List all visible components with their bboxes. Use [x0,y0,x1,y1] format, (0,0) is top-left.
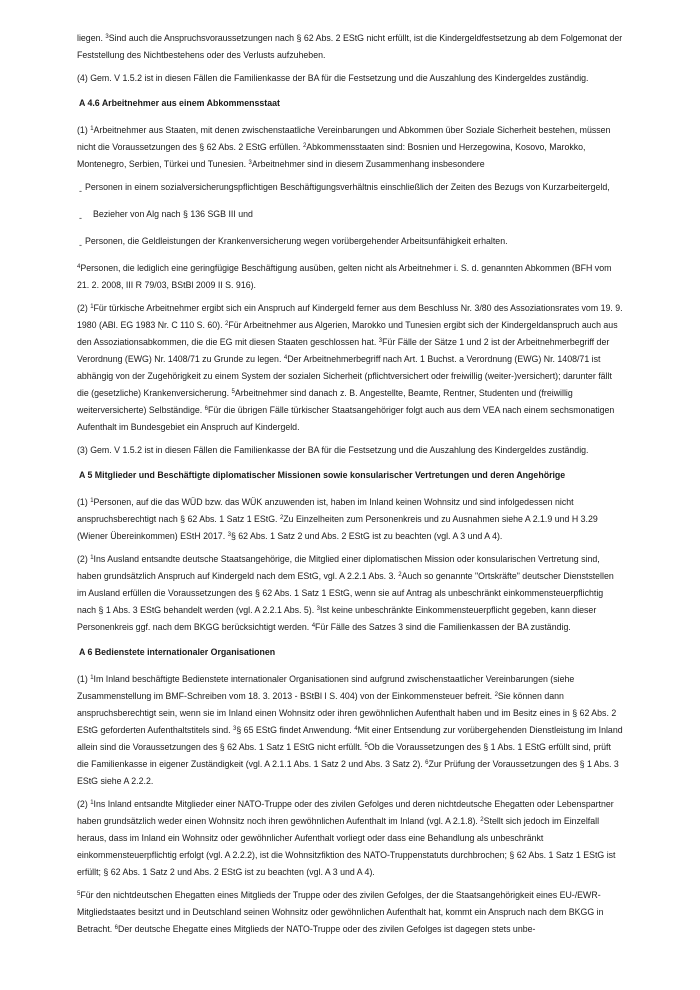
paragraph: (2) $^1$Ins Ausland entsandte deutsche Staatsangehörige, die Mitglied einer diplomatischen Mission oder konsularischen Vertretung sind, haben grundsätzlich Anspruch auf Kindergeld nach dem EStG, vgl. A 2.2.1 Abs. 3. $^2$Auch so genannte "Ortskräfte" deutscher Dienststellen im Ausland erfüllen die Voraussetzungen des § 62 Abs. 1 Satz 1 EStG, wenn sie auf Antrag als unbeschränkt einkommensteuerpflichtig nach § 1 Abs. 3 EStG behandelt werden (vgl. A 2.2.1 Abs. 5). $^3$Ist keine unbeschränkte Einkommensteuerpflicht gegeben, kann dieser Personenkreis ggf. nach dem BKGG berücksichtigt werden. $^4$Für Fälle des Satzes 3 sind die Familienkassen der BA zuständig. [77,554,614,632]
paragraph: (3) Gem. V 1.5.2 ist in diesen Fällen die Familienkasse der BA für die Festsetzung und die Auszahlung des Kindergeldes zuständig. [77,445,589,455]
bullet-dash-icon: - [79,186,82,196]
paragraph: liegen. $^3$Sind auch die Anspruchsvoraussetzungen nach § 62 Abs. 2 EStG nicht erfüllt, ist die Kindergeldfestsetzung ab dem Folgemonat der Feststellung des Nichtbestehens oder des Verlusts aufzuheben. [77,33,623,60]
bullet-list [77,179,624,250]
list-item [77,206,624,223]
paragraph: (1) $^1$Arbeitnehmer aus Staaten, mit denen zwischenstaatliche Vereinbarungen und Abkommen über Soziale Sicherheit bestehen, müssen nicht die Voraussetzungen des § 62 Abs. 2 EStG erfüllen. $^2$Abkommensstaaten sind: Bosnien und Herzegowina, Kosovo, Marokko, Montenegro, Serbien, Türkei und Tunesien. $^3$Arbeitnehmer sind in diesem Zusammenhang insbesondere [77,125,611,169]
bullet-dash-icon: - [79,240,82,250]
list-item [77,233,624,250]
section-heading: A 5 Mitglieder und Beschäftigte diplomatischer Missionen sowie konsularischer Vertretungen und deren Angehörige [79,470,566,480]
paragraph: $^5$Für den nichtdeutschen Ehegatten eines Mitglieds der Truppe oder des zivilen Gefolges, der die Staatsangehörigkeit eines EU-/EWR-Mitgliedstaates besitzt und in Deutschland seinen Wohnsitz oder gewöhnlichen Aufenthalt hat, kommt ein Anspruch nach dem BKGG in Betracht. $^6$Der deutsche Ehegatte eines Mitglieds der NATO-Truppe oder des zivilen Gefolges ist dagegen stets unbe- [77,890,604,934]
paragraph: (1) $^1$Im Inland beschäftigte Bedienstete internationaler Organisationen sind aufgrund zwischenstaatlicher Vereinbarungen (siehe Zusammenstellung im BMF-Schreiben vom 18. 3. 2013 - BStBl I S. 404) von der Einkommensteuer befreit. $^2$Sie können dann anspruchsberechtigt sein, wenn sie im Inland einen Wohnsitz oder ihren gewöhnlichen Aufenthalt haben und im Besitz eines in § 62 Abs. 2 EStG geforderten Aufenthaltstitels sind. $^3$§ 65 EStG findet Anwendung. $^4$Mit einer Entsendung zur vorübergehenden Dienstleistung im Inland allein sind die Voraussetzungen des § 62 Abs. 1 Satz 1 EStG nicht erfüllt. $^5$Ob die Voraussetzungen des § 1 Abs. 1 EStG erfüllt sind, prüft die Familienkasse in eigener Zuständigkeit (vgl. A 2.1.1 Abs. 1 Satz 2 und Abs. 3 Satz 2). $^6$Zur Prüfung der Voraussetzungen des § 1 Abs. 3 EStG siehe A 2.2.2. [77,674,623,786]
paragraph: $^4$Personen, die lediglich eine geringfügige Beschäftigung ausüben, gelten nicht als Arbeitnehmer i. S. d. genannten Abkommen (BFH vom 21. 2. 2008, III R 79/03, BStBl 2009 II S. 916). [77,263,612,290]
list-item-text: Personen, die Geldleistungen der Krankenversicherung wegen vorübergehender Arbeitsunfähigkeit erhalten. [85,236,508,246]
list-item-text: Personen in einem sozialversicherungspflichtigen Beschäftigungsverhältnis einschließlich der Zeiten des Bezugs von Kurzarbeitergeld, [85,182,610,192]
list-item [77,179,624,196]
paragraph: (2) $^1$Für türkische Arbeitnehmer ergibt sich ein Anspruch auf Kindergeld ferner aus dem Beschluss Nr. 3/80 des Assoziationsrates vom 19. 9. 1980 (ABl. EG 1983 Nr. C 110 S. 60). $^2$Für Arbeitnehmer aus Algerien, Marokko und Tunesien ergibt sich der Kindergeldanspruch auch aus den Assoziationsabkommen, die die EG mit diesen Staaten geschlossen hat. $^3$Für Fälle der Sätze 1 und 2 ist der Arbeitnehmerbegriff der Verordnung (EWG) Nr. 1408/71 zu Grunde zu legen. $^4$Der Arbeitnehmerbegriff nach Art. 1 Buchst. a Verordnung (EWG) Nr. 1408/71 ist abhängig von der Zugehörigkeit zu einem System der sozialen Sicherheit (pflichtversichert oder freiwillig (weiter-)versichert); darunter fällt die (gesetzliche) Krankenversicherung. $^5$Arbeitnehmer sind danach z. B. Angestellte, Beamte, Rentner, Studenten und (freiwillig weiterversicherte) Selbständige. $^6$Für die übrigen Fälle türkischer Staatsangehöriger folgt auch aus dem VEA nach einem sechsmonatigen Aufenthalt im Bundesgebiet ein Anspruch auf Kindergeld. [77,303,623,432]
list-item-text: Bezieher von Alg nach § 136 SGB III und [93,209,253,219]
section-heading: A 4.6 Arbeitnehmer aus einem Abkommensstaat [79,98,280,108]
paragraph: (2) $^1$Ins Inland entsandte Mitglieder einer NATO-Truppe oder des zivilen Gefolges und deren nichtdeutsche Ehegatten oder Lebenspartner haben grundsätzlich weder einen Wohnsitz noch ihren gewöhnlichen Aufenthalt im Inland (vgl. A 2.1.8). $^2$Stellt sich jedoch im Einzelfall heraus, dass im Inland ein Wohnsitz oder gewöhnlicher Aufenthalt vorliegt oder dass eine Behandlung als unbeschränkt einkommensteuerpflichtig erfolgt (vgl. A 2.2.2), ist die Wohnsitzfiktion des NATO-Truppenstatuts durchbrochen; § 62 Abs. 1 Satz 1 EStG ist erfüllt; § 62 Abs. 1 Satz 2 und Abs. 2 EStG ist zu beachten (vgl. A 3 und A 4). [77,799,616,877]
bullet-dash-icon: - [79,213,82,223]
paragraph: (1) $^1$Personen, auf die das WÜD bzw. das WÜK anzuwenden ist, haben im Inland keinen Wohnsitz und sind infolgedessen nicht anspruchsberechtigt nach § 62 Abs. 1 Satz 1 EStG. $^2$Zu Einzelheiten zum Personenkreis und zu Ausnahmen siehe A 2.1.9 und H 3.29 (Wiener Übereinkommen) EStH 2017. $^3$§ 62 Abs. 1 Satz 2 und Abs. 2 EStG ist zu beachten (vgl. A 3 und A 4). [77,497,598,541]
section-heading: A 6 Bedienstete internationaler Organisationen [79,647,276,657]
paragraph: (4) Gem. V 1.5.2 ist in diesen Fällen die Familienkasse der BA für die Festsetzung und die Auszahlung des Kindergeldes zuständig. [77,73,589,83]
